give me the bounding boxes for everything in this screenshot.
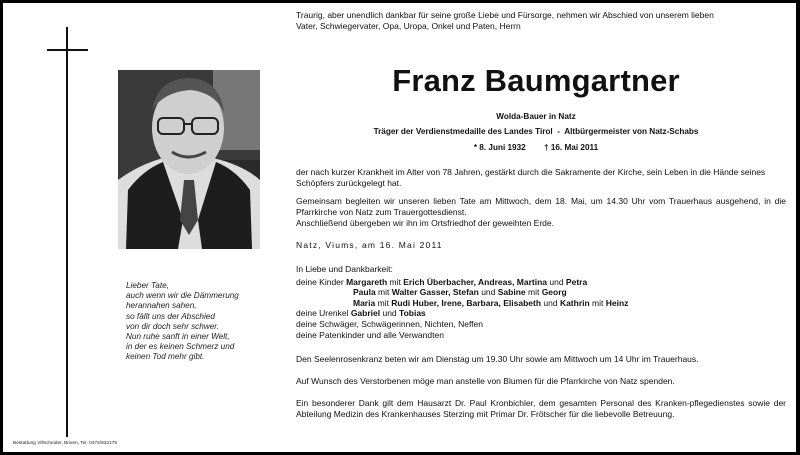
poem [126,281,239,363]
death-date: † 16. Mai 2011 [544,143,599,152]
paragraph-burial: Anschließend übergeben wir ihn im Ortsfriedhof der geweihten Erde. [296,218,554,228]
connector-text: deine Urenkel [296,308,351,319]
paragraph-funeral: Gemeinsam begleiten wir unseren lieben Tate am Mittwoch, dem 18. Mai, um 14.30 Uhr vom Trauerhaus ausgehend, in die Pfarrkirche von Natz zum Trauergottesdienst. [296,196,786,217]
birth-date: * 8. Juni 1932 [473,143,526,152]
poem-line: in der es keinen Schmerz und [126,342,235,352]
family-name: Heinz [605,297,629,308]
family-name: Georg [541,287,567,298]
family-name: Sabine [497,287,526,298]
children-names [346,277,587,287]
intro-line-1: Traurig, aber unendlich dankbar für seine große Liebe und Fürsorge, nehmen wir Abschied von unserem lieben [296,10,714,20]
connector-text: und [478,287,498,298]
kinder-label: deine Kinder [296,276,347,287]
poem-line: auch wenn wir die Dämmerung [126,291,239,301]
deceased-name: Franz Baumgartner [392,63,680,98]
life-dates [296,143,776,152]
poem-line: herannahen sahen, [126,301,197,311]
connector-text: und [380,308,400,319]
portrait-photo [118,70,260,249]
funeral-home-credit: Bestattung Villscheider, Brixen, Tel. 0472/833175 [13,441,118,446]
donation-notice: Auf Wunsch des Verstorbenen möge man anstelle von Blumen für die Pfarrkirche von Natz spenden. [296,376,675,386]
poem-line: Lieber Tate, [126,281,169,290]
connector-text: mit [525,287,542,298]
poem-line: so fällt uns der Abschied [126,311,215,321]
family-kinder-row-1 [296,277,786,288]
family-name: Erich Überbacher, Andreas, Martina [403,276,548,287]
family-name: Gabriel [350,308,381,319]
family-kinder-row-2 [296,287,786,298]
family-name: Kathrin [559,297,590,308]
intro-text [296,10,786,31]
family-name: Petra [565,276,588,287]
deceased-title-2: Träger der Verdienstmedaille des Landes Tirol - Altbürgermeister von Natz-Schabs [373,127,699,136]
latin-cross-icon [66,27,68,437]
poem-line: Nun ruhe sanft in einer Welt, [126,332,230,342]
connector-text: mit [589,297,606,308]
place-date: Natz, Viums, am 16. Mai 2011 [296,240,443,250]
children-names [353,298,628,308]
family-name: Tobias [399,308,426,319]
family-list [296,264,786,340]
family-name: Rudi Huber, Irene, Barbara, Elisabeth [391,297,542,308]
thanks-notice: Ein besonderer Dank gilt dem Hausarzt Dr. Paul Kronbichler, dem gesamten Personal des Kranken-pflegedienstes sowie der Abteilung Medizin des Krankenhauses Sterzing mit Primar Dr. Frötscher für die liebevolle Betreuung. [296,398,786,419]
connector-text: mit [375,297,392,308]
cross-bar [47,49,88,51]
connector-text: mit [375,287,392,298]
poem-line: von dir doch sehr schwer. [126,321,219,331]
portrait-image [118,70,260,249]
family-heading: In Liebe und Dankbarkeit: [296,264,393,274]
paragraph-death: der nach kurzer Krankheit im Alter von 78 Jahren, gestärkt durch die Sakramente der Kirche, sein Leben in die Hände seines Schöpfers zurückgelegt hat. [296,167,766,188]
rosary-notice: Den Seelenrosenkranz beten wir am Dienstag um 19.30 Uhr sowie am Mittwoch um 14 Uhr im Trauerhaus. [296,354,699,364]
great-grandchildren [296,308,426,318]
connector-text: mit [387,276,404,287]
family-name: Paula [353,287,376,298]
family-godchildren: deine Patenkinder und alle Verwandten [296,329,444,340]
family-name: Walter Gasser, Stefan [391,287,479,298]
family-inlaws: deine Schwäger, Schwägerinnen, Nichten, Neffen [296,318,483,329]
family-name: Margareth [346,276,388,287]
family-kinder-row-3 [296,298,786,309]
connector-text: und [547,276,566,287]
children-names [353,287,567,297]
intro-line-2: Vater, Schwiegervater, Opa, Uropa, Onkel und Paten, Herrn [296,20,521,31]
obituary-card [3,3,796,452]
family-name: Maria [353,297,376,308]
poem-line: keinen Tod mehr gibt. [126,352,205,362]
family-urenkel [296,308,786,319]
deceased-title-1: Wolda-Bauer in Natz [496,112,576,121]
connector-text: und [541,297,560,308]
